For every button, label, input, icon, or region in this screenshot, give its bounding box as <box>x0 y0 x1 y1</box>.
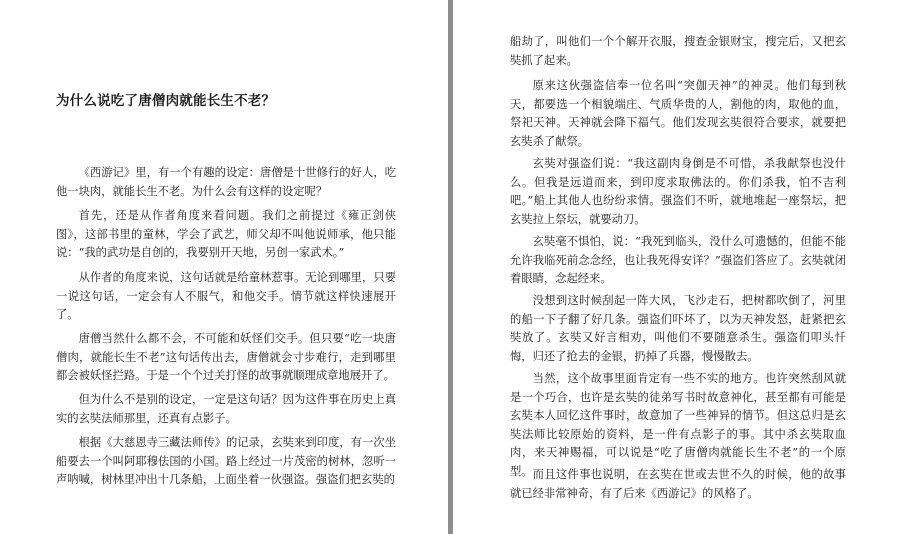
right-paragraph-1: 船劫了，叫他们一个个解开衣服，搜查金银财宝，搜完后，又把玄奘抓了起来。 <box>510 35 846 67</box>
chapter-title: 为什么说吃了唐僧肉就能长生不老？ <box>56 93 276 109</box>
right-paragraph-7: 而且这件事也说明，在玄奘在世或去世不久的时候，他的故事就已经非常神奇，有了后来《西游记》的风格了。 <box>510 468 846 500</box>
left-paragraph-1: 《西游记》里，有一个有趣的设定：唐僧是十世修行的好人，吃他一块肉，就能长生不老。为什么会有这样的设定呢？ <box>56 166 396 198</box>
left-paragraph-4: 唐僧当然什么都不会，不可能和妖怪们交手。但只要“吃一块唐僧肉，就能长生不老”这句话传出去，唐僧就会寸步难行，走到哪里都会被妖怪拦路。于是一个个过关打怪的故事就顺理成章地展开了。 <box>56 332 396 382</box>
right-paragraph-6: 当然，这个故事里面肯定有一些不实的地方。也许突然刮风就是一个巧合，也许是玄奘的徒弟写书时故意神化，甚至都有可能是玄奘本人回忆这件事时，故意加了一些神异的情节。但这总归是玄奘法师比较原始的资料，是一件有点影子的事。其中杀玄奘取血肉，来天神赐福，可以说是“吃了唐僧肉就能长生不老”的一个原型。 <box>510 372 846 478</box>
left-paragraph-2: 首先，还是从作者角度来看问题。我们之前提过《雍正剑侠图》，这部书里的童林，学会了武艺，师父却不叫他说师承，他只能说：“我的武功是自创的，我要别开天地，另创一家武术。” <box>56 209 396 259</box>
right-paragraph-4: 玄奘毫不惧怕，说：“我死到临头，没什么可遗憾的，但能不能允许我临死前念念经，也让我死得安详？”强盗们答应了。玄奘就闭着眼睛，念起经来。 <box>510 235 846 285</box>
left-page <box>0 0 448 534</box>
right-paragraph-3: 玄奘对强盗们说：“我这副肉身倒是不可惜，杀我献祭也没什么。但我是远道而来，到印度求取佛法的。你们杀我，怕不吉利吧。”船上其他人也纷纷求情。强盗们不听，就地堆起一座祭坛，把玄奘拉上祭坛，就要动刀。 <box>510 157 846 226</box>
left-paragraph-3: 从作者的角度来说，这句话就是给童林惹事。无论到哪里，只要一说这句话，一定会有人不服气，和他交手。情节就这样快速展开了。 <box>56 271 396 321</box>
right-paragraph-2: 原来这伙强盗信奉一位名叫“突伽天神”的神灵。他们每到秋天，都要选一个相貌端庄、气质华贵的人，割他的肉，取他的血，祭祀天神。天神就会降下福气。他们发现玄奘很符合要求，就要把玄奘杀了献祭。 <box>510 79 846 148</box>
left-paragraph-6: 根据《大慈恩寺三藏法师传》的记录，玄奘来到印度，有一次坐船要去一个叫阿耶穆佉国的小国。路上经过一片茂密的树林，忽听一声呐喊，树林里冲出十几条船，上面坐着一伙强盗。强盗们把玄奘的 <box>56 436 396 486</box>
right-paragraph-5: 没想到这时候刮起一阵大风，飞沙走石，把树都吹倒了，河里的船一下子翻了好几条。强盗们吓坏了，以为天神发怒，赶紧把玄奘放了。玄奘又好言相劝，叫他们不要随意杀生。强盗们叩头忏悔，归还了抢去的金银，扔掉了兵器，慢慢散去。 <box>510 294 846 363</box>
right-page <box>453 0 900 534</box>
left-paragraph-5: 但为什么不是别的设定，一定是这句话？因为这件事在历史上真实的玄奘法师那里，还真有点影子。 <box>56 393 396 425</box>
